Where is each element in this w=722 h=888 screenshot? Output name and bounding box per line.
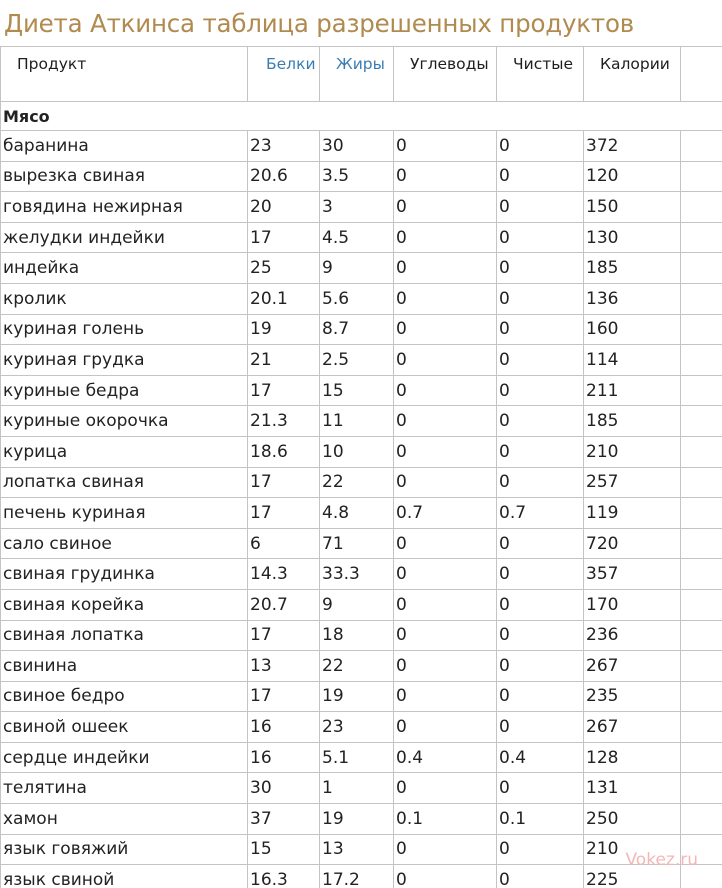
cell-carbs: 0.4 — [394, 742, 497, 773]
cell-protein: 25 — [248, 253, 320, 284]
cell-calories: 114 — [584, 345, 681, 376]
cell-carbs: 0 — [394, 651, 497, 682]
cell-carbs: 0.7 — [394, 498, 497, 529]
cell-carbs: 0 — [394, 773, 497, 804]
cell-calories: 720 — [584, 528, 681, 559]
table-row — [1, 283, 722, 314]
cell-fat: 9 — [320, 589, 394, 620]
cell-product-name: куриная голень — [1, 314, 248, 345]
cell-fat: 19 — [320, 804, 394, 835]
cell-carbs: 0 — [394, 131, 497, 162]
table-row — [1, 222, 722, 253]
cell-fat: 30 — [320, 131, 394, 162]
cell-net-carbs: 0 — [497, 345, 584, 376]
cell-calories: 150 — [584, 192, 681, 223]
cell-carbs: 0 — [394, 589, 497, 620]
cell-calories: 210 — [584, 436, 681, 467]
cell-net-carbs: 0 — [497, 681, 584, 712]
cell-net-carbs: 0 — [497, 834, 584, 865]
cell-net-carbs: 0 — [497, 375, 584, 406]
cell-fat: 5.6 — [320, 283, 394, 314]
cell-empty — [681, 498, 722, 529]
table-row — [1, 436, 722, 467]
cell-calories: 267 — [584, 651, 681, 682]
cell-protein: 17 — [248, 498, 320, 529]
table-row — [1, 345, 722, 376]
cell-carbs: 0 — [394, 865, 497, 888]
cell-product-name: телятина — [1, 773, 248, 804]
cell-fat: 15 — [320, 375, 394, 406]
table-row — [1, 651, 722, 682]
table-row — [1, 865, 722, 888]
cell-product-name: свинина — [1, 651, 248, 682]
cell-protein: 23 — [248, 131, 320, 162]
cell-carbs: 0 — [394, 161, 497, 192]
table-header — [1, 47, 722, 102]
cell-calories: 128 — [584, 742, 681, 773]
cell-empty — [681, 467, 722, 498]
cell-product-name: куриная грудка — [1, 345, 248, 376]
cell-carbs: 0 — [394, 192, 497, 223]
cell-fat: 13 — [320, 834, 394, 865]
cell-product-name: курица — [1, 436, 248, 467]
cell-product-name: свиной ошеек — [1, 712, 248, 743]
cell-carbs: 0 — [394, 222, 497, 253]
cell-empty — [681, 131, 722, 162]
table-row — [1, 131, 722, 162]
cell-protein: 20.1 — [248, 283, 320, 314]
cell-carbs: 0 — [394, 253, 497, 284]
header-carbs: Углеводы — [394, 47, 497, 102]
cell-net-carbs: 0.4 — [497, 742, 584, 773]
cell-net-carbs: 0.1 — [497, 804, 584, 835]
cell-net-carbs: 0 — [497, 314, 584, 345]
cell-calories: 185 — [584, 253, 681, 284]
cell-calories: 225 — [584, 865, 681, 888]
header-row — [1, 47, 722, 102]
cell-empty — [681, 651, 722, 682]
cell-product-name: индейка — [1, 253, 248, 284]
cell-net-carbs: 0 — [497, 589, 584, 620]
cell-net-carbs: 0 — [497, 283, 584, 314]
table-row — [1, 253, 722, 284]
cell-calories: 357 — [584, 559, 681, 590]
cell-calories: 267 — [584, 712, 681, 743]
header-net-carbs: Чистые — [497, 47, 584, 102]
cell-product-name: баранина — [1, 131, 248, 162]
cell-fat: 10 — [320, 436, 394, 467]
cell-carbs: 0.1 — [394, 804, 497, 835]
cell-net-carbs: 0.7 — [497, 498, 584, 529]
cell-protein: 14.3 — [248, 559, 320, 590]
cell-product-name: печень куриная — [1, 498, 248, 529]
cell-fat: 71 — [320, 528, 394, 559]
cell-product-name: свиная лопатка — [1, 620, 248, 651]
cell-net-carbs: 0 — [497, 192, 584, 223]
cell-fat: 11 — [320, 406, 394, 437]
cell-product-name: свиная корейка — [1, 589, 248, 620]
watermark: Vokez.ru — [625, 850, 698, 870]
cell-protein: 30 — [248, 773, 320, 804]
cell-fat: 8.7 — [320, 314, 394, 345]
cell-fat: 17.2 — [320, 865, 394, 888]
cell-protein: 17 — [248, 375, 320, 406]
cell-carbs: 0 — [394, 559, 497, 590]
cell-fat: 22 — [320, 467, 394, 498]
table-row — [1, 804, 722, 835]
table-row — [1, 528, 722, 559]
cell-protein: 18.6 — [248, 436, 320, 467]
cell-net-carbs: 0 — [497, 559, 584, 590]
cell-calories: 250 — [584, 804, 681, 835]
cell-product-name: говядина нежирная — [1, 192, 248, 223]
cell-calories: 136 — [584, 283, 681, 314]
cell-product-name: кролик — [1, 283, 248, 314]
cell-protein: 21.3 — [248, 406, 320, 437]
cell-empty — [681, 314, 722, 345]
cell-protein: 17 — [248, 681, 320, 712]
cell-empty — [681, 773, 722, 804]
cell-product-name: куриные бедра — [1, 375, 248, 406]
cell-product-name: хамон — [1, 804, 248, 835]
cell-empty — [681, 620, 722, 651]
cell-carbs: 0 — [394, 314, 497, 345]
cell-carbs: 0 — [394, 436, 497, 467]
cell-protein: 13 — [248, 651, 320, 682]
cell-fat: 3.5 — [320, 161, 394, 192]
cell-empty — [681, 222, 722, 253]
cell-fat: 9 — [320, 253, 394, 284]
cell-carbs: 0 — [394, 406, 497, 437]
cell-fat: 4.5 — [320, 222, 394, 253]
cell-fat: 4.8 — [320, 498, 394, 529]
cell-fat: 23 — [320, 712, 394, 743]
cell-net-carbs: 0 — [497, 620, 584, 651]
cell-empty — [681, 528, 722, 559]
cell-empty — [681, 712, 722, 743]
cell-protein: 20 — [248, 192, 320, 223]
cell-product-name: вырезка свиная — [1, 161, 248, 192]
cell-protein: 19 — [248, 314, 320, 345]
cell-net-carbs: 0 — [497, 436, 584, 467]
cell-carbs: 0 — [394, 375, 497, 406]
cell-protein: 6 — [248, 528, 320, 559]
cell-empty — [681, 375, 722, 406]
table-row — [1, 773, 722, 804]
cell-carbs: 0 — [394, 712, 497, 743]
cell-net-carbs: 0 — [497, 712, 584, 743]
header-fat: Жиры — [320, 47, 394, 102]
cell-carbs: 0 — [394, 283, 497, 314]
table-row — [1, 498, 722, 529]
cell-protein: 16 — [248, 742, 320, 773]
cell-empty — [681, 406, 722, 437]
cell-empty — [681, 161, 722, 192]
cell-protein: 15 — [248, 834, 320, 865]
cell-product-name: свиная грудинка — [1, 559, 248, 590]
cell-carbs: 0 — [394, 467, 497, 498]
cell-net-carbs: 0 — [497, 865, 584, 888]
table-row — [1, 620, 722, 651]
cell-net-carbs: 0 — [497, 406, 584, 437]
cell-fat: 3 — [320, 192, 394, 223]
cell-empty — [681, 589, 722, 620]
table-row — [1, 559, 722, 590]
cell-empty — [681, 192, 722, 223]
cell-fat: 18 — [320, 620, 394, 651]
cell-fat: 19 — [320, 681, 394, 712]
cell-protein: 16 — [248, 712, 320, 743]
cell-product-name: свиное бедро — [1, 681, 248, 712]
cell-protein: 17 — [248, 620, 320, 651]
cell-product-name: куриные окорочка — [1, 406, 248, 437]
table-row — [1, 742, 722, 773]
cell-protein: 37 — [248, 804, 320, 835]
cell-empty — [681, 559, 722, 590]
cell-net-carbs: 0 — [497, 528, 584, 559]
section-row — [1, 102, 722, 131]
cell-calories: 372 — [584, 131, 681, 162]
table-row — [1, 712, 722, 743]
cell-net-carbs: 0 — [497, 161, 584, 192]
cell-empty — [681, 253, 722, 284]
cell-carbs: 0 — [394, 834, 497, 865]
cell-net-carbs: 0 — [497, 651, 584, 682]
cell-net-carbs: 0 — [497, 222, 584, 253]
cell-calories: 257 — [584, 467, 681, 498]
cell-calories: 170 — [584, 589, 681, 620]
cell-empty — [681, 681, 722, 712]
cell-fat: 1 — [320, 773, 394, 804]
cell-protein: 21 — [248, 345, 320, 376]
cell-calories: 235 — [584, 681, 681, 712]
cell-calories: 130 — [584, 222, 681, 253]
cell-fat: 22 — [320, 651, 394, 682]
cell-calories: 185 — [584, 406, 681, 437]
cell-product-name: сало свиное — [1, 528, 248, 559]
cell-net-carbs: 0 — [497, 773, 584, 804]
cell-net-carbs: 0 — [497, 131, 584, 162]
table-row — [1, 192, 722, 223]
header-empty-cell — [681, 47, 722, 102]
cell-protein: 16.3 — [248, 865, 320, 888]
cell-calories: 131 — [584, 773, 681, 804]
section-title: Мясо — [1, 102, 248, 131]
table-row — [1, 406, 722, 437]
cell-empty — [681, 283, 722, 314]
header-protein: Белки — [248, 47, 320, 102]
cell-calories: 119 — [584, 498, 681, 529]
cell-protein: 17 — [248, 467, 320, 498]
table-body — [1, 102, 722, 888]
cell-fat: 2.5 — [320, 345, 394, 376]
cell-carbs: 0 — [394, 620, 497, 651]
cell-carbs: 0 — [394, 681, 497, 712]
cell-product-name: сердце индейки — [1, 742, 248, 773]
cell-empty — [681, 345, 722, 376]
page-title: Диета Аткинса таблица разрешенных продуктов — [4, 9, 634, 38]
cell-carbs: 0 — [394, 528, 497, 559]
table-row — [1, 589, 722, 620]
table-row — [1, 681, 722, 712]
cell-product-name: язык говяжий — [1, 834, 248, 865]
cell-fat: 5.1 — [320, 742, 394, 773]
cell-product-name: лопатка свиная — [1, 467, 248, 498]
table-row — [1, 834, 722, 865]
table-row — [1, 314, 722, 345]
cell-protein: 20.6 — [248, 161, 320, 192]
cell-calories: 236 — [584, 620, 681, 651]
cell-calories: 210 — [584, 834, 681, 865]
cell-net-carbs: 0 — [497, 253, 584, 284]
cell-calories: 211 — [584, 375, 681, 406]
cell-fat: 33.3 — [320, 559, 394, 590]
table-row — [1, 375, 722, 406]
cell-empty — [681, 742, 722, 773]
header-calories: Калории — [584, 47, 681, 102]
cell-protein: 17 — [248, 222, 320, 253]
table-row — [1, 467, 722, 498]
header-product: Продукт — [1, 47, 248, 102]
section-spacer — [248, 102, 722, 131]
cell-net-carbs: 0 — [497, 467, 584, 498]
cell-calories: 120 — [584, 161, 681, 192]
cell-carbs: 0 — [394, 345, 497, 376]
cell-empty — [681, 436, 722, 467]
cell-empty — [681, 804, 722, 835]
table-row — [1, 161, 722, 192]
products-table — [0, 46, 722, 888]
cell-calories: 160 — [584, 314, 681, 345]
cell-protein: 20.7 — [248, 589, 320, 620]
cell-product-name: язык свиной — [1, 865, 248, 888]
cell-product-name: желудки индейки — [1, 222, 248, 253]
